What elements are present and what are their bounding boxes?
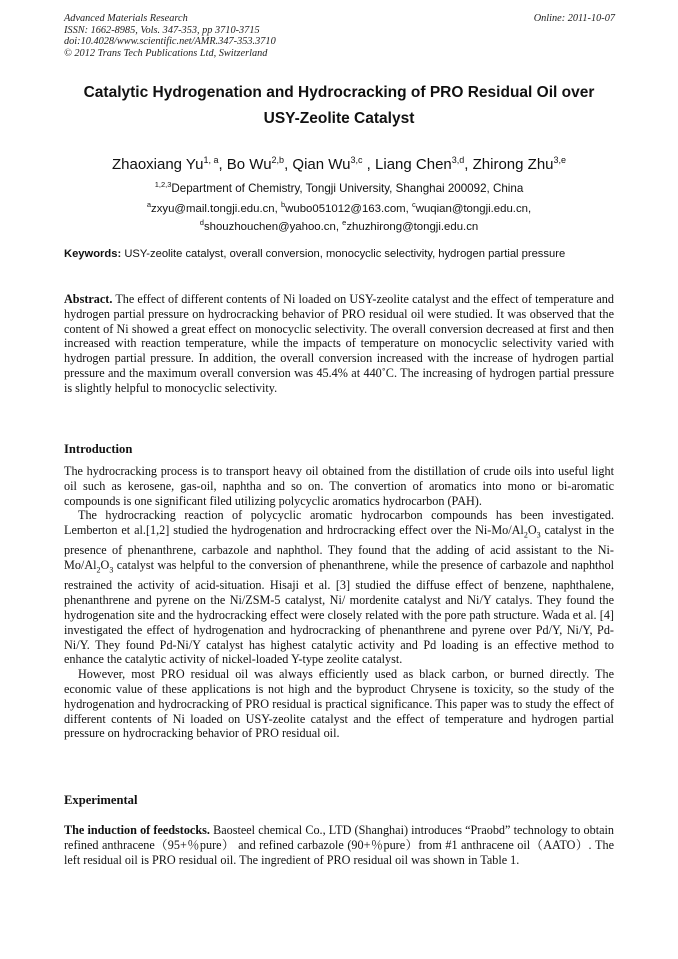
- introduction-body: [64, 464, 614, 741]
- feedstocks-lead: The induction of feedstocks.: [64, 823, 210, 837]
- author-list: Zhaoxiang Yu$^{1, a}$, Bo Wu$^{2,b}$, Qian Wu$^{3,c}$ , Liang Chen$^{3,d}$, Zhirong Zhu$^{3,e}$: [111, 155, 567, 173]
- author-name: Liang Chen: [375, 156, 452, 173]
- abstract-label: Abstract.: [64, 292, 113, 306]
- title-line-1: Catalytic Hydrogenation and Hydrocracking of PRO Residual Oil over: [83, 84, 595, 101]
- online-date: Online: 2011-10-07: [533, 13, 615, 24]
- affiliation-text: Department of Chemistry, Tongji University, Shanghai 200092, China: [171, 181, 524, 195]
- feedstocks-text: Baosteel chemical Co., LTD (Shanghai) introduces “Praobd” technology to obtain refined anthracene（95+％pure） and refined carbazole (90+％pure）from #1 anthracene oil（AATO）. The left residual oil is PRO residual oil. The ingredient of PRO residual oil was shown in Table 1.: [64, 823, 614, 867]
- journal-name: Advanced Materials Research: [64, 13, 188, 24]
- abstract: [64, 292, 614, 396]
- author-name: Bo Wu: [226, 156, 272, 173]
- email-link[interactable]: zhuzhirong@tongji.edu.cn: [346, 221, 479, 234]
- author-name: Zhirong Zhu: [472, 156, 554, 173]
- intro-paragraph-2: The hydrocracking reaction of polycyclic aromatic hydrocarbon compounds has been investigated. Lemberton et al.[1,2] studied the hydrogenation and hrdrocracking effect over the $Ni-Mo/Al_2O_3$ catalyst in the presence of phenanthrene, carbazole and naphthol. They found that the adding of acid assistant to the $Ni-Mo/Al_2O_3$ catalyst was helpful to the conversion of phenanthrene, while the presence of carbazole and naphthol restrained the activity of acid-situation. Hisaji et al. [3] studied the diffuse effect of benzene, naphthalene, phenanthrene and pyrene on the Ni/ZSM-5 catalyst, Ni/ mordenite catalyst and Ni/Y catalys. They found the hydrogenation site and the hydrocracking effect were closely related with the pore path structure. Wada et al. [4] investigated the effect of hydrogenation and hydrocracking of phenanthrene and pyrene over Pd/Y, Ni/Y, Pd-Ni/Y. They found Pd-Ni/Y catalyst has highest catalytic activity and Pd loading is an effective method to enhance the catalytic activity of nickel-loaded Y-type zeolite catalyst.: [64, 508, 614, 667]
- title-line-2: USY-Zeolite Catalyst: [263, 110, 415, 127]
- author-sup: 1, a: [203, 155, 219, 165]
- paper-title: [40, 80, 638, 132]
- intro-paragraph-1: The hydrocracking process is to transport heavy oil obtained from the distillation of crude oils into useful light oil such as kerosene, gas-oil, naphtha and so on. The convertion of aromatics into mono or bi-aromatic compounds is one significant filed utilizing polycyclic aromatics hydrocarbon (PAH).: [64, 464, 614, 508]
- introduction-heading: Introduction: [64, 442, 133, 456]
- keywords-label: Keywords:: [64, 248, 122, 260]
- journal-copyright: © 2012 Trans Tech Publications Ltd, Switzerland: [64, 47, 268, 59]
- author-sup: 3,e: [553, 155, 567, 165]
- abstract-text: The effect of different contents of Ni loaded on USY-zeolite catalyst and the effect of temperature and hydrogen partial pressure on hydrocracking behavior of PRO residual oil were studied. It was observed that the content of Ni showed a great effect on monocyclic selectivity. The overall conversion decreased at first and then increased with reaction temperature, while the impacts of temperature on monocyclic selectivity varied with hydrogen partial pressure. In addition, the overall conversion increased with the increase of hydrogen partial pressure and the maximum overall conversion was 45.4% at 440˚C. The increasing of hydrogen partial pressure is slightly helpful to monocyclic selectivity.: [64, 292, 614, 395]
- affiliation: [30, 177, 648, 196]
- author-name: Zhaoxiang Yu: [111, 156, 204, 173]
- journal-issn: ISSN: 1662-8985, Vols. 347-353, pp 3710-3715: [64, 24, 260, 36]
- author-name: Qian Wu: [292, 156, 351, 173]
- journal-header: [64, 13, 615, 59]
- keywords: [64, 248, 614, 262]
- author-sup: 2,b: [271, 155, 285, 165]
- email-link[interactable]: zxyu@mail.tongji.edu.cn,: [151, 202, 281, 215]
- keywords-text: USY-zeolite catalyst, overall conversion, monocyclic selectivity, hydrogen partial pressure: [124, 248, 566, 260]
- journal-doi: doi:10.4028/www.scientific.net/AMR.347-353.3710: [64, 36, 276, 48]
- email-link[interactable]: wubo051012@163.com,: [285, 202, 412, 215]
- experimental-heading: Experimental: [64, 793, 138, 807]
- author-sup: 3,c: [350, 155, 363, 165]
- affiliation-sup: 1,2,3: [154, 180, 172, 189]
- author-sup: 3,d: [451, 155, 465, 165]
- email-link[interactable]: shouzhouchen@yahoo.cn,: [203, 221, 343, 234]
- email-link[interactable]: wuqian@tongji.edu.cn,: [415, 202, 532, 215]
- author-emails: $^a$zxyu@mail.tongji.edu.cn, $^b$wubo051012@163.com, $^c$wuqian@tongji.edu.cn, $^d$shouzhouchen@yahoo.cn, $^e$zhuzhirong@tongji.edu.cn: [146, 200, 532, 234]
- intro-paragraph-3: However, most PRO residual oil was always efficiently used as black carbon, or burned directly. The economic value of these applications is not high and the byproduct Chrysene is toxicity, so the study of the hydrogenation and hydrocracking of PRO residual is practical significance. This paper was to study the effect of different contents of Ni loaded on USY-zeolite catalyst and the effect of temperature and hydrogen partial pressure on hydrocracking behavior of PRO residual oil.: [64, 667, 614, 741]
- experimental-body: [64, 823, 614, 867]
